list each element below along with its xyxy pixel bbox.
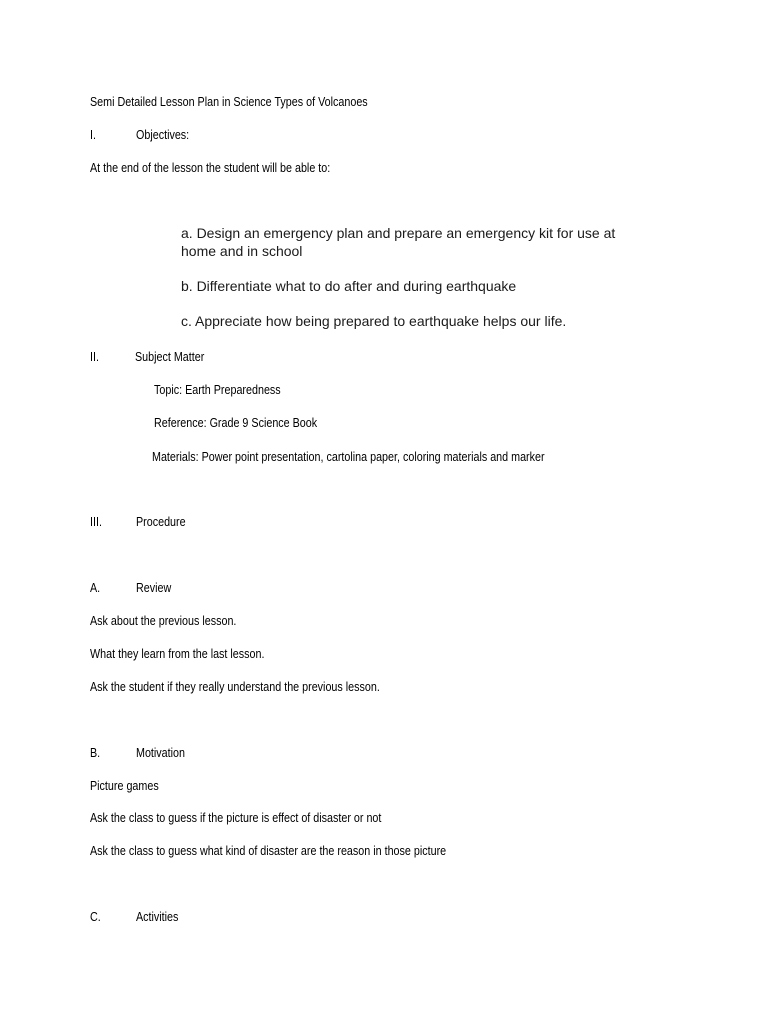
motivation-item: Ask the class to guess what kind of disaster are the reason in those picture (90, 844, 447, 858)
review-item: Ask the student if they really understand the previous lesson. (90, 680, 380, 694)
section-procedure-heading: Procedure (136, 515, 186, 529)
activities-letter: C. (90, 910, 101, 924)
activities-heading: Activities (136, 910, 179, 924)
section-procedure-numeral: III. (90, 515, 102, 529)
motivation-letter: B. (90, 746, 101, 760)
objective-c: c. Appreciate how being prepared to earthquake helps our life. (181, 313, 567, 329)
objective-a-line1: a. Design an emergency plan and prepare an emergency kit for use at (181, 225, 616, 241)
objective-a-line2: home and in school (181, 243, 303, 259)
document-title: Semi Detailed Lesson Plan in Science Types of Volcanoes (90, 95, 368, 109)
motivation-item: Picture games (90, 779, 159, 793)
section-objectives-numeral: I. (90, 128, 96, 142)
review-heading: Review (136, 581, 172, 595)
section-objectives-heading: Objectives: (136, 128, 190, 142)
section-subject-numeral: II. (90, 350, 99, 364)
objective-b: b. Differentiate what to do after and during earthquake (181, 278, 517, 294)
motivation-item: Ask the class to guess if the picture is effect of disaster or not (90, 811, 382, 825)
objectives-intro: At the end of the lesson the student will be able to: (90, 161, 331, 175)
subject-reference: Reference: Grade 9 Science Book (154, 416, 318, 430)
review-item: What they learn from the last lesson. (90, 647, 265, 661)
motivation-heading: Motivation (136, 746, 186, 760)
review-letter: A. (90, 581, 101, 595)
section-subject-heading: Subject Matter (135, 350, 205, 364)
subject-materials: Materials: Power point presentation, cartolina paper, coloring materials and marker (152, 450, 545, 464)
subject-topic: Topic: Earth Preparedness (154, 383, 281, 397)
review-item: Ask about the previous lesson. (90, 614, 237, 628)
